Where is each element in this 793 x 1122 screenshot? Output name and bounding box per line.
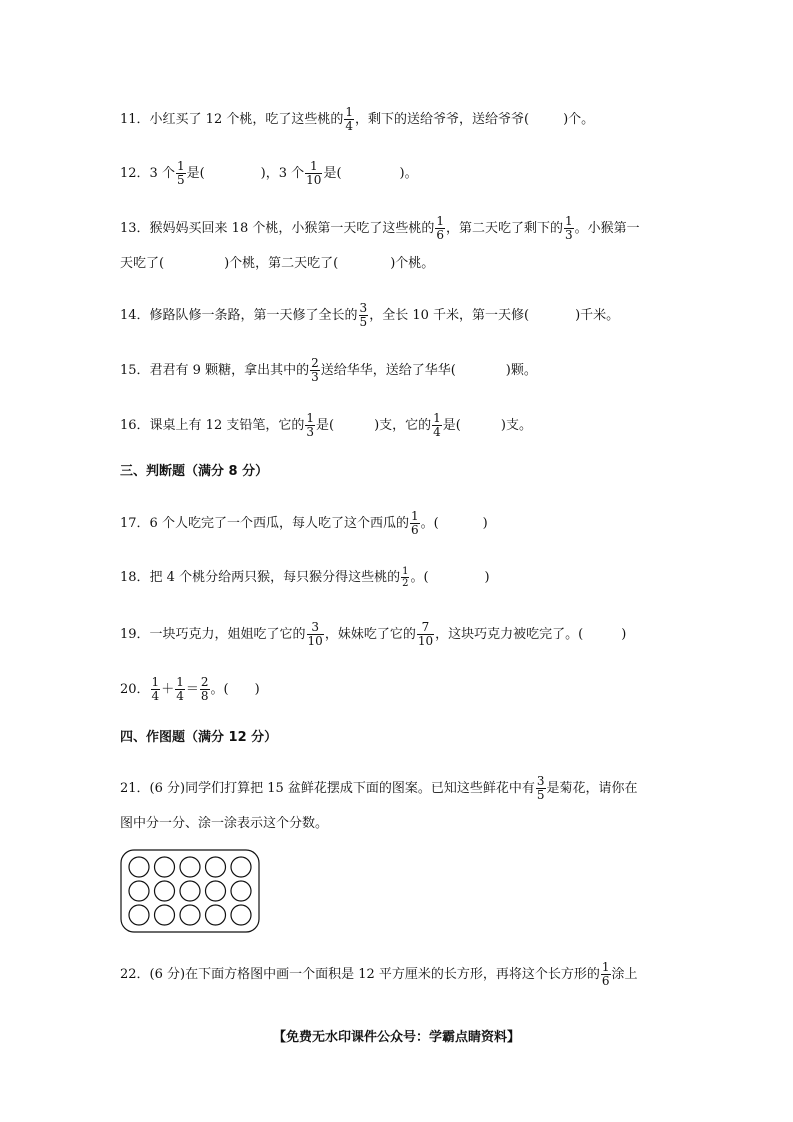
fraction: $\frac{2}{8}$ — [200, 675, 209, 703]
flower-circle[interactable] — [231, 881, 251, 901]
q19-text-d: ) — [621, 627, 627, 642]
flower-circle[interactable] — [129, 905, 149, 925]
fraction: $\frac{3}{5}$ — [359, 301, 368, 329]
question-22 — [120, 961, 638, 988]
fraction: $\frac{3}{5}$ — [536, 774, 545, 802]
q12-text-a: 12．3 个 — [120, 166, 175, 181]
section-4-heading: 四、作图题（满分 12 分） — [120, 730, 278, 745]
question-21 — [120, 775, 638, 802]
fraction: $\frac{1}{6}$ — [601, 960, 610, 988]
q22-text-a: 22．(6 分)在下面方格图中画一个面积是 12 平方厘米的长方形，再将这个长方形的 — [120, 967, 600, 982]
question-16 — [120, 412, 532, 439]
fraction: $\frac{3}{10}$ — [307, 620, 323, 648]
plus-sign: ＋ — [161, 682, 175, 697]
flower-circle[interactable] — [231, 905, 251, 925]
question-20 — [120, 676, 260, 703]
question-13-line2 — [120, 254, 434, 274]
q21-text-b: 是菊花，请你在 — [546, 781, 638, 796]
flower-pattern-figure[interactable] — [120, 849, 260, 933]
fraction: $\frac{1}{5}$ — [176, 159, 185, 187]
q21-text-a: 21．(6 分)同学们打算把 15 盆鲜花摆成下面的图案。已知这些鲜花中有 — [120, 781, 535, 796]
q14-text-b: ，全长 10 千米，第一天修( — [369, 308, 530, 323]
q22-text-b: 涂上 — [611, 967, 638, 982]
fraction: $\frac{1}{4}$ — [176, 675, 184, 703]
q15-text-a: 15．君君有 9 颗糖，拿出其中的 — [120, 363, 310, 378]
q16-text-a: 16．课桌上有 12 支铅笔，它的 — [120, 418, 305, 433]
q13-line2-a: 天吃了( — [120, 256, 165, 271]
q18-text-b: 。( — [410, 570, 429, 585]
q11-text-b: ，剩下的送给爷爷，送给爷爷( — [355, 112, 530, 127]
q16-text-b: 是( — [316, 418, 335, 433]
q20-text-a: 20． — [120, 682, 150, 697]
q19-text-c: ，这块巧克力被吃完了。( — [435, 627, 584, 642]
q19-text-a: 19．一块巧克力，姐姐吃了它的 — [120, 627, 306, 642]
section-3-heading: 三、判断题（满分 8 分） — [120, 464, 269, 479]
footer-note: 【免费无水印课件公众号：学霸点睛资料】 — [272, 1030, 520, 1045]
question-15 — [120, 357, 537, 384]
q13-text-c: 。小猴第一 — [574, 221, 640, 236]
question-11 — [120, 106, 594, 133]
q20-text-c: ) — [254, 682, 260, 697]
fraction: $\frac{1}{10}$ — [306, 159, 322, 187]
question-19 — [120, 621, 626, 648]
flower-circle[interactable] — [180, 905, 200, 925]
q15-text-b: 送给华华，送给了华华( — [320, 363, 456, 378]
question-21-line2: 图中分一分、涂一涂表示这个分数。 — [120, 816, 329, 831]
q13-text-b: ，第二天吃了剩下的 — [446, 221, 564, 236]
q20-text-b: 。( — [210, 682, 229, 697]
q16-text-d: 是( — [442, 418, 461, 433]
q14-text-c: )千米。 — [575, 308, 620, 323]
question-13 — [120, 215, 640, 242]
flower-circle[interactable] — [155, 881, 175, 901]
q18-text-a: 18．把 4 个桃分给两只猴，每只猴分得这些桃的 — [120, 570, 401, 585]
q13-line2-b: )个桃，第二天吃了( — [224, 256, 339, 271]
q13-text-a: 13．猴妈妈买回来 18 个桃，小猴第一天吃了这些桃的 — [120, 221, 435, 236]
q17-text-a: 17．6 个人吃完了一个西瓜，每人吃了这个西瓜的 — [120, 516, 409, 531]
question-18 — [120, 566, 490, 589]
flower-circle[interactable] — [155, 857, 175, 877]
flower-circle[interactable] — [206, 905, 226, 925]
q17-text-c: ) — [482, 516, 488, 531]
q12-text-b: 是( — [186, 166, 205, 181]
flower-circle[interactable] — [180, 857, 200, 877]
fraction: $\frac{1}{2}$ — [402, 566, 409, 589]
q17-text-b: 。( — [420, 516, 439, 531]
flower-circle[interactable] — [129, 881, 149, 901]
q16-text-e: )支。 — [500, 418, 532, 433]
flower-circle[interactable] — [231, 857, 251, 877]
q14-text-a: 14．修路队修一条路，第一天修了全长的 — [120, 308, 358, 323]
fraction: $\frac{2}{3}$ — [311, 356, 319, 384]
fraction: $\frac{7}{10}$ — [417, 620, 434, 648]
q12-text-e: )。 — [399, 166, 418, 181]
q11-text-a: 11．小红买了 12 个桃，吃了这些桃的 — [120, 112, 344, 127]
flower-circle[interactable] — [129, 857, 149, 877]
q16-text-c: )支，它的 — [374, 418, 432, 433]
fraction: $\frac{1}{4}$ — [433, 411, 441, 439]
fraction: $\frac{1}{6}$ — [436, 214, 444, 242]
flower-circle[interactable] — [180, 881, 200, 901]
fraction: $\frac{1}{3}$ — [306, 411, 314, 439]
q11-text-c: )个。 — [563, 112, 595, 127]
flower-circle[interactable] — [206, 881, 226, 901]
flower-circles — [129, 857, 251, 925]
question-14 — [120, 302, 619, 329]
fraction: $\frac{1}{3}$ — [565, 214, 573, 242]
fraction: $\frac{1}{4}$ — [345, 105, 353, 133]
flower-circle[interactable] — [155, 905, 175, 925]
q12-text-d: 是( — [323, 166, 342, 181]
rounded-frame — [121, 850, 259, 932]
question-17 — [120, 510, 488, 537]
q19-text-b: ，妹妹吃了它的 — [324, 627, 416, 642]
q18-text-c: ) — [484, 570, 490, 585]
q12-text-c: )，3 个 — [260, 166, 305, 181]
fraction: $\frac{1}{4}$ — [151, 675, 160, 703]
equals-sign: ＝ — [185, 682, 199, 697]
q13-line2-c: )个桃。 — [390, 256, 435, 271]
question-12 — [120, 160, 418, 187]
flower-circle[interactable] — [206, 857, 226, 877]
q15-text-c: )颗。 — [505, 363, 537, 378]
fraction: $\frac{1}{6}$ — [410, 509, 419, 537]
